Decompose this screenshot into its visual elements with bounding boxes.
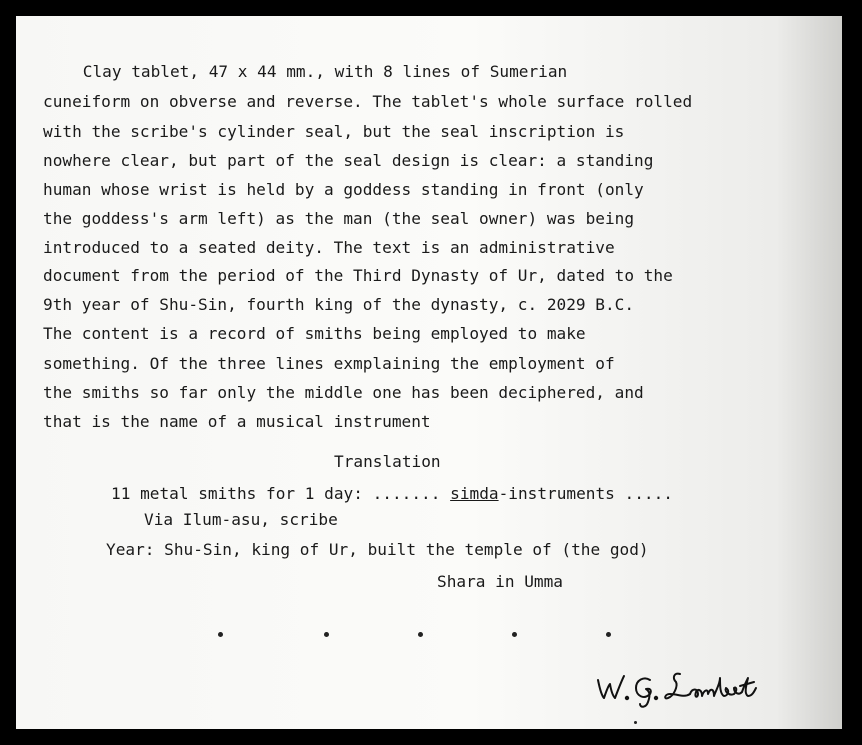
translation-line-2: Via Ilum-asu, scribe (144, 510, 338, 529)
translation-line-1-prefix: 11 metal smiths for 1 day: ....... (111, 484, 451, 503)
paragraph-line-10: The content is a record of smiths being employed to make (43, 324, 586, 343)
paragraph-line-3: with the scribe's cylinder seal, but the seal inscription is (43, 122, 625, 141)
translation-line-3: Year: Shu-Sin, king of Ur, built the temple of (the god) (106, 540, 649, 559)
translation-heading: Translation (334, 452, 441, 471)
simda-term: simda (450, 484, 499, 503)
paragraph-line-4: nowhere clear, but part of the seal design is clear: a standing (43, 151, 654, 170)
separator-dot (218, 632, 223, 637)
paragraph-line-7: introduced to a seated deity. The text is an administrative (43, 238, 615, 257)
paragraph-line-6: the goddess's arm left) as the man (the seal owner) was being (43, 209, 635, 228)
translation-line-1-suffix: -instruments ..... (498, 484, 673, 503)
separator-dot (512, 632, 517, 637)
separator-dot (324, 632, 329, 637)
paragraph-line-13: that is the name of a musical instrument (43, 412, 431, 431)
handwritten-signature (594, 656, 774, 712)
paragraph-line-11: something. Of the three lines exmplaining the employment of (43, 354, 615, 373)
separator-dot (418, 632, 423, 637)
mark-dot (634, 721, 637, 724)
paragraph-line-8: document from the period of the Third Dynasty of Ur, dated to the (43, 266, 673, 285)
paragraph-line-12: the smiths so far only the middle one has been deciphered, and (43, 383, 644, 402)
paragraph-line-9: 9th year of Shu-Sin, fourth king of the dynasty, c. 2029 B.C. (43, 295, 635, 314)
paragraph-line-2: cuneiform on obverse and reverse. The tablet's whole surface rolled (43, 92, 693, 111)
paragraph-line-5: human whose wrist is held by a goddess standing in front (only (43, 180, 644, 199)
translation-line-4: Shara in Umma (437, 572, 563, 591)
separator-dot (606, 632, 611, 637)
translation-line-1 (111, 484, 673, 504)
typed-page (16, 16, 842, 729)
paragraph-line-1: Clay tablet, 47 x 44 mm., with 8 lines of Sumerian (44, 62, 568, 81)
